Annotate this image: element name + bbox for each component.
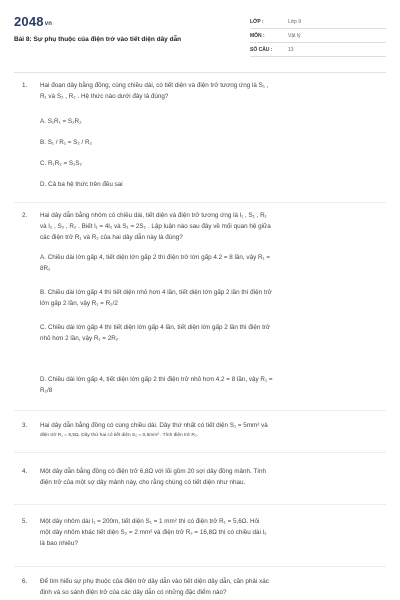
question-line: Để tìm hiểu sự phụ thuộc của điện trở dây dẫn vào tiết diện dây dẫn, cần phải xác <box>40 578 269 585</box>
answer-option-d[interactable] <box>40 374 385 396</box>
question-line: điện trở R₁ = 8,5Ω. Dây thứ hai có tiết diện S₂ = 0,5mm² . Tính điện trở R₂. <box>40 433 199 438</box>
answer-option-b[interactable]: B. S₁ / R₁ = S₂ / R₂ <box>40 139 93 146</box>
site-logo[interactable]: 2048vn <box>14 14 53 29</box>
option-line: R₂/8 <box>40 387 53 394</box>
question-divider <box>14 504 386 505</box>
answer-option-b[interactable] <box>40 287 385 309</box>
question-line: Một dây dẫn bằng đồng có điện trở 6,8Ω với lõi gồm 20 sợi dây đồng mảnh. Tính <box>40 468 266 475</box>
question-line: Hai dây dẫn bằng nhôm có chiều dài, tiết diện và điện trở tương ứng là l₁ , S₁ , R₁ <box>40 212 267 219</box>
option-line: 8R₂ <box>40 265 51 272</box>
question-number: 6. <box>22 578 28 585</box>
meta-value: Vật lý <box>288 33 301 39</box>
answer-option-a[interactable]: A. S₁R₁ = S₂R₂ <box>40 118 82 125</box>
answer-option-c[interactable]: C. R₁R₂ = S₁S₂ <box>40 160 82 167</box>
answer-option-a[interactable] <box>40 252 385 274</box>
question-3-text <box>40 420 385 441</box>
meta-label: MÔN : <box>250 33 265 39</box>
option-line: A. Chiều dài lớn gấp 4, tiết diện lớn gấp 2 thì điện trở lớn gấp 4.2 = 8 lần, vậy R₁ = <box>40 254 271 261</box>
question-line: Hai đoạn dây bằng đồng, cùng chiều dài, có tiết diện và điện trở tương ứng là S₁ , <box>40 82 269 89</box>
question-divider <box>14 202 386 203</box>
question-divider <box>14 452 386 453</box>
option-line: C. Chiều dài lớn gấp 4 thì tiết diện lớn gấp 4 lần, tiết diện lớn gấp 2 lần thì điện trở <box>40 324 271 331</box>
meta-row-count <box>250 43 386 57</box>
question-number: 5. <box>22 518 28 525</box>
answer-option-d[interactable]: D. Cả ba hệ thức trên đều sai <box>40 181 123 188</box>
option-line: lớn gấp 2 lần, vậy R₁ = R₂/2 <box>40 300 118 307</box>
question-line: các điện trở R₁ và R₂ của hai dây dẫn này là đúng? <box>40 234 183 241</box>
question-line: điện trở của một sợ dây mảnh này, cho rằng chúng có tiết diện như nhau. <box>40 479 246 486</box>
answer-option-c[interactable] <box>40 322 385 344</box>
question-line: là bao nhiêu? <box>40 540 78 547</box>
question-divider <box>14 566 386 567</box>
header-divider <box>14 72 386 73</box>
header <box>14 12 386 64</box>
question-6-text <box>40 576 385 598</box>
question-number: 1. <box>22 82 28 89</box>
question-line: định và so sánh điện trở của các dây dẫn có những đặc điểm nào? <box>40 589 227 596</box>
meta-row-class <box>250 15 386 29</box>
lesson-title: Bài 8: Sự phụ thuộc của điện trở vào tiết diện dây dẫn <box>14 36 182 43</box>
question-divider <box>14 410 386 411</box>
question-4-text <box>40 466 385 488</box>
question-2-text <box>40 210 385 243</box>
option-line: nhỏ hơn 2 lần, vậy R₁ = 2R₂ <box>40 335 119 342</box>
question-1-text <box>40 80 385 102</box>
question-line: R₁ và S₂ , R₂ . Hệ thức nào dưới đây là đúng? <box>40 93 169 100</box>
question-line: và l₂ , S₂ , R₂ . Biết l₁ = 4l₂ và S₁ = 2S₂ . Lập luận nào sau đây về mối quan hệ giữa <box>40 223 271 230</box>
meta-value: Lớp 9 <box>288 19 302 25</box>
meta-row-subject <box>250 29 386 43</box>
meta-label: LỚP : <box>250 19 264 25</box>
meta-label: SỐ CÂU : <box>250 47 273 53</box>
meta-value: 13 <box>288 47 294 53</box>
option-line: B. Chiều dài lớn gấp 4 thì tiết diện nhỏ hơn 4 lần, tiết diện lớn gấp 2 lần thì điện trở <box>40 289 272 296</box>
question-line: một dây nhôm khác tiết diện S₂ = 2 mm² và điện trở R₂ = 16,8Ω thì có chiều dài l₂ <box>40 529 267 536</box>
question-number: 2. <box>22 212 28 219</box>
question-5-text <box>40 516 385 549</box>
question-number: 3. <box>22 422 28 429</box>
question-line: Một dây nhôm dài l₁ = 200m, tiết diện S₁ = 1 mm² thì có điện trở R₁ = 5,6Ω. Hỏi <box>40 518 260 525</box>
meta-table <box>250 15 386 57</box>
option-line: D. Chiều dài lớn gấp 4, tiết diện lớn gấp 2 thì điện trở nhỏ hơn 4.2 = 8 lần, vậy R₁ = <box>40 376 273 383</box>
question-line: Hai dây dẫn bằng đồng có cùng chiều dài. Dây thứ nhất có tiết diện S₁ = 5mm² và <box>40 422 268 429</box>
question-number: 4. <box>22 468 28 475</box>
